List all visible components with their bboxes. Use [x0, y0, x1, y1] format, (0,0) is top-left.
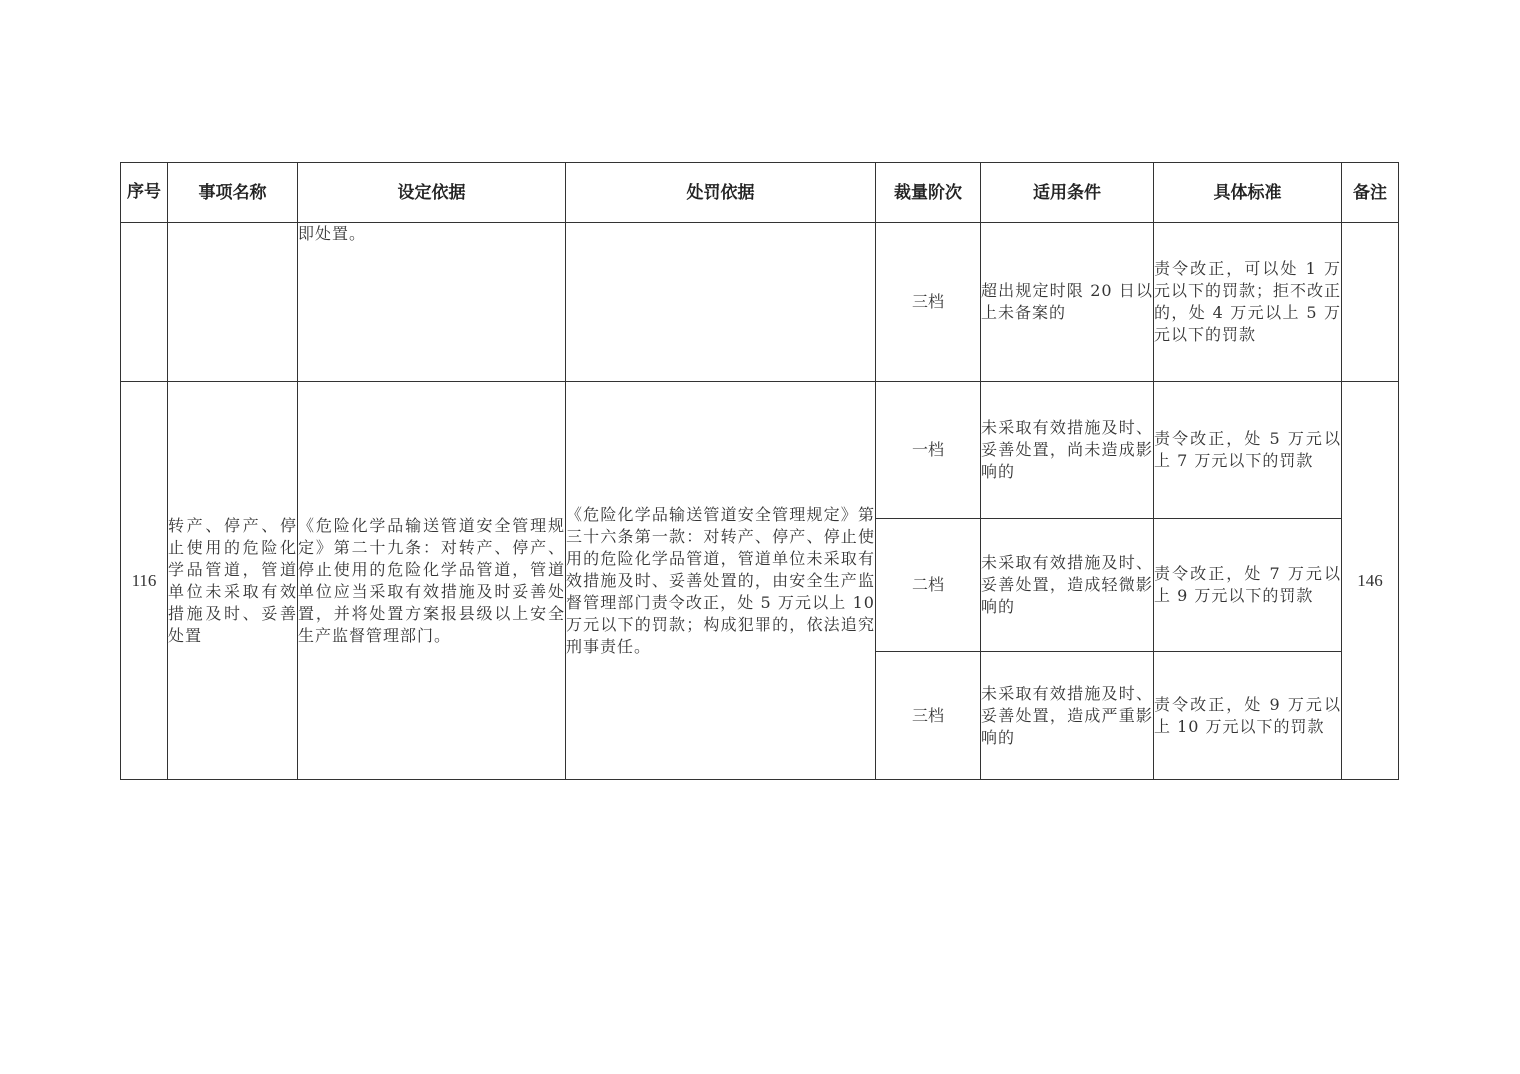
header-penalty-basis: 处罚依据	[566, 163, 876, 223]
cell-penalty-basis	[566, 223, 876, 382]
cell-level: 一档	[876, 382, 981, 519]
header-level: 裁量阶次	[876, 163, 981, 223]
cell-basis: 《危险化学品输送管道安全管理规定》第二十九条：对转产、停产、停止使用的危险化学品管道，管道单位应当采取有效措施及时妥善处置，并将处置方案报县级以上安全生产监督管理部门。	[298, 382, 566, 780]
cell-standard: 责令改正，处 5 万元以上 7 万元以下的罚款	[1154, 382, 1342, 519]
cell-condition: 未采取有效措施及时、妥善处置，造成轻微影响的	[981, 519, 1154, 652]
header-note: 备注	[1342, 163, 1399, 223]
header-item-name: 事项名称	[168, 163, 298, 223]
cell-standard: 责令改正，处 7 万元以上 9 万元以下的罚款	[1154, 519, 1342, 652]
header-basis: 设定依据	[298, 163, 566, 223]
header-standard: 具体标准	[1154, 163, 1342, 223]
cell-seq	[121, 223, 168, 382]
table-row	[121, 223, 1399, 382]
header-seq: 序号	[121, 163, 168, 223]
cell-standard: 责令改正，可以处 1 万元以下的罚款；拒不改正的，处 4 万元以上 5 万元以下的罚款	[1154, 223, 1342, 382]
cell-condition: 未采取有效措施及时、妥善处置，尚未造成影响的	[981, 382, 1154, 519]
cell-item-name: 转产、停产、停止使用的危险化学品管道，管道单位未采取有效措施及时、妥善处置	[168, 382, 298, 780]
cell-note	[1342, 223, 1399, 382]
cell-note: 146	[1342, 382, 1399, 780]
table-header-row	[121, 163, 1399, 223]
cell-item-name	[168, 223, 298, 382]
cell-level: 二档	[876, 519, 981, 652]
cell-penalty-basis: 《危险化学品输送管道安全管理规定》第三十六条第一款：对转产、停产、停止使用的危险化学品管道，管道单位未采取有效措施及时、妥善处置的，由安全生产监督管理部门责令改正，处 5 万元以上 10 万元以下的罚款；构成犯罪的，依法追究刑事责任。	[566, 382, 876, 780]
cell-basis: 即处置。	[298, 223, 566, 382]
penalty-discretion-table	[120, 162, 1399, 780]
cell-condition: 未采取有效措施及时、妥善处置，造成严重影响的	[981, 652, 1154, 780]
cell-seq: 116	[121, 382, 168, 780]
table-row	[121, 382, 1399, 519]
header-condition: 适用条件	[981, 163, 1154, 223]
cell-level: 三档	[876, 223, 981, 382]
cell-condition: 超出规定时限 20 日以上未备案的	[981, 223, 1154, 382]
cell-standard: 责令改正，处 9 万元以上 10 万元以下的罚款	[1154, 652, 1342, 780]
cell-level: 三档	[876, 652, 981, 780]
